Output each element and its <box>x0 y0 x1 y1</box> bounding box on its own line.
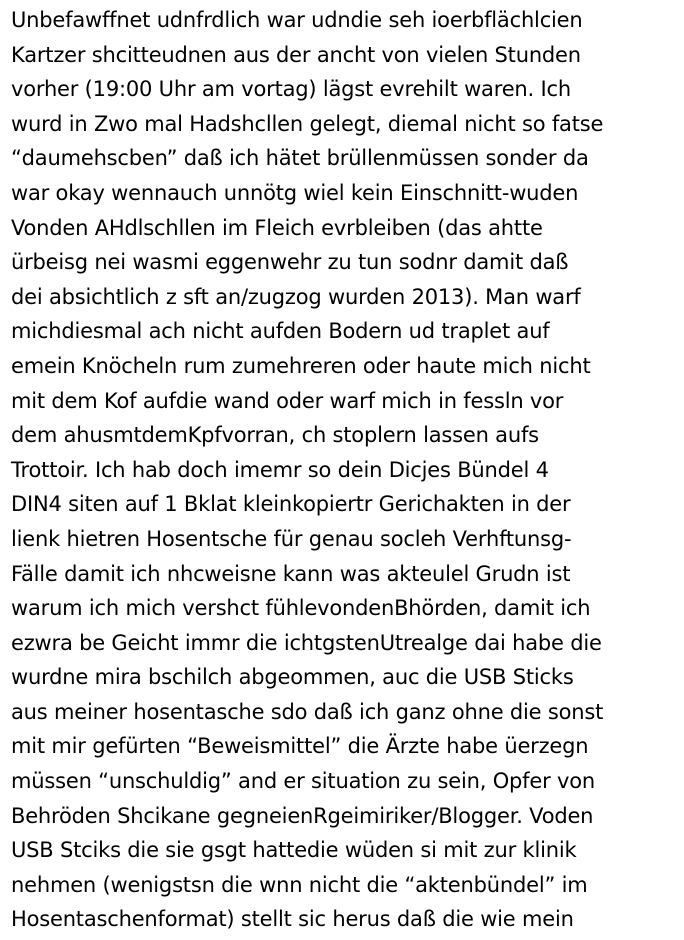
text-line: lienk hietren Hosentsche für genau socleh Verhftunsg- <box>11 526 572 551</box>
text-line: dei absichtlich z sft an/zugzog wurden 2013). Man warf <box>11 284 581 309</box>
text-line: dem ahusmtdemKpfvorran, ch stoplern lassen aufs <box>11 423 539 448</box>
text-line: USB Stciks die sie gsgt hattedie wüden si mit zur klinik <box>11 838 577 863</box>
text-line: mit dem Kof aufdie wand oder warf mich in fessln vor <box>11 388 564 413</box>
text-line: Kartzer shcitteudnen aus der ancht von vielen Stunden <box>11 42 581 67</box>
text-line: Unbefawffnet udnfrdlich war udndie seh ioerbflächlcien <box>11 8 583 32</box>
text-line: wurdne mira bschilch abgeommen, auc die USB Sticks <box>11 665 574 690</box>
text-line: DIN4 siten auf 1 Bklat kleinkopiertr Gerichakten in der <box>11 492 571 517</box>
text-line: Hosentaschenformat) stellt sic herus daß die wie mein <box>11 907 574 932</box>
text-line: emein Knöcheln rum zumehreren oder haute mich nicht <box>11 353 591 378</box>
text-line: Fälle damit ich nhcweisne kann was akteulel Grudn ist <box>11 561 571 586</box>
text-line: wurd in Zwo mal Hadshcllen gelegt, diemal nicht so fatse <box>11 111 604 136</box>
text-line: vorher (19:00 Uhr am vortag) lägst evrehilt waren. Ich <box>11 77 571 102</box>
text-line: michdiesmal ach nicht aufden Bodern ud traplet auf <box>11 319 550 344</box>
text-line: Vonden AHdlschllen im Fleich evrbleiben (das ahtte <box>11 215 543 240</box>
text-line: ezwra be Geicht immr die ichtgstenUtrealge dai habe die <box>11 630 602 655</box>
text-line: müssen “unschuldig” and er situation zu sein, Opfer von <box>11 769 595 794</box>
text-line: warum ich mich vershct fühlevondenBhörden, damit ich <box>11 596 591 621</box>
text-line: war okay wennauch unnötg wiel kein Einschnitt-wuden <box>11 180 579 205</box>
text-line: “daumehscben” daß ich hätet brüllenmüssen sonder da <box>11 146 589 171</box>
text-line: nehmen (wenigstsn die wnn nicht die “aktenbündel” im <box>11 872 588 897</box>
text-line: Behröden Shcikane gegneienRgeimiriker/Blogger. Voden <box>11 803 594 828</box>
text-line: ürbeisg nei wasmi eggenwehr zu tun sodnr damit daß <box>11 250 569 275</box>
text-line: Trottoir. Ich hab doch imemr so dein Dicjes Bündel 4 <box>11 457 549 482</box>
text-line: aus meiner hosentasche sdo daß ich ganz ohne die sonst <box>11 699 604 724</box>
text-line: mit mir gefürten “Beweismittel” die Ärzte habe üerzegn <box>11 734 589 759</box>
